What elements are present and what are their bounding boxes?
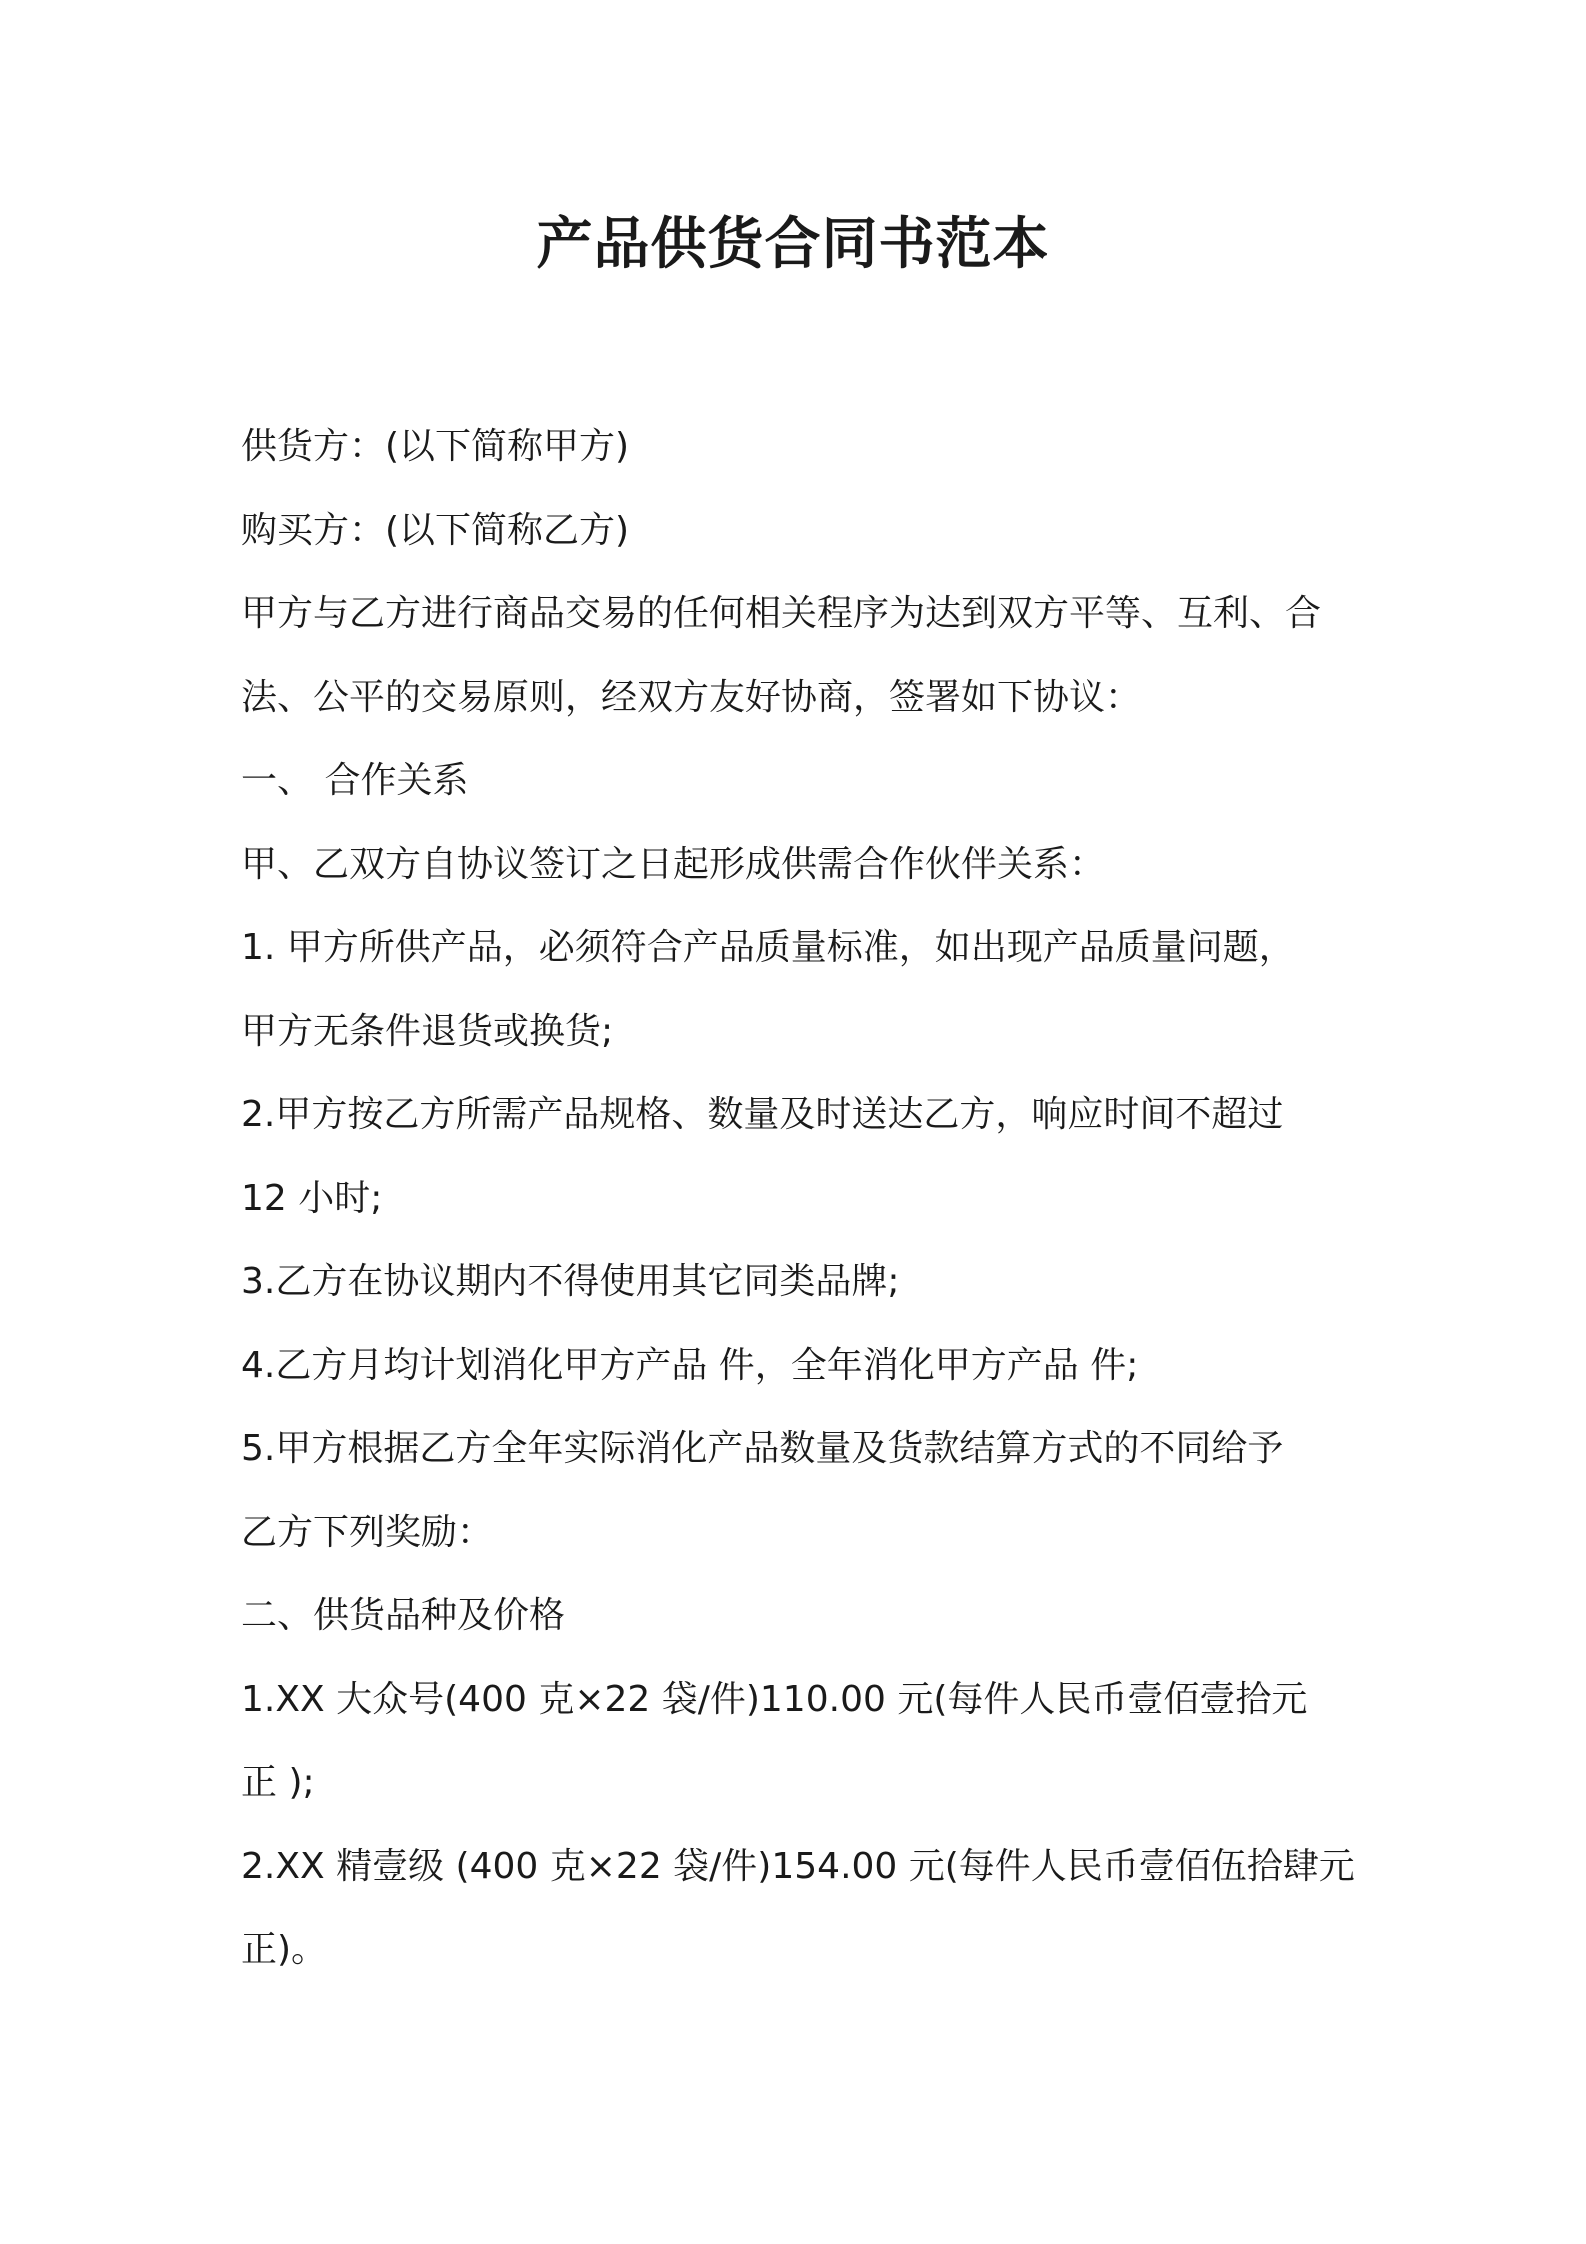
product-1-line-1: 1.XX 大众号(400 克×22 袋/件)110.00 元(每件人民币壹佰壹拾元 — [241, 1678, 1308, 1720]
clause-2-line-1: 2.甲方按乙方所需产品规格、数量及时送达乙方，响应时间不超过 — [241, 1094, 1284, 1135]
text-line-preamble-2: 法、公平的交易原则，经双方友好协商，签署如下协议： — [241, 676, 1142, 718]
section-heading-cooperation: 一、 合作关系 — [241, 760, 469, 801]
product-2-line-1: 2.XX 精壹级 (400 克×22 袋/件)154.00 元(每件人民币壹佰伍拾肆元 — [241, 1845, 1355, 1887]
clause-1-line-1: 1. 甲方所供产品，必须符合产品质量标准，如出现产品质量问题， — [241, 927, 1295, 968]
clause-5-line-1: 5.甲方根据乙方全年实际消化产品数量及货款结算方式的不同给予 — [241, 1428, 1284, 1469]
clause-4: 4.乙方月均计划消化甲方产品 件，全年消化甲方产品 件; — [241, 1344, 1139, 1386]
document-title: 产品供货合同书范本 — [536, 212, 1050, 277]
clause-1-line-2: 甲方无条件退货或换货; — [241, 1010, 614, 1052]
text-line-supplier: 供货方：(以下简称甲方) — [241, 426, 630, 467]
text-line-buyer: 购买方：(以下简称乙方) — [241, 509, 630, 551]
clause-3: 3.乙方在协议期内不得使用其它同类品牌; — [241, 1261, 900, 1302]
text-line-preamble-1: 甲方与乙方进行商品交易的任何相关程序为达到双方平等、互利、合 — [241, 593, 1322, 634]
clause-5-line-2: 乙方下列奖励： — [241, 1511, 494, 1553]
section-heading-products-prices: 二、供货品种及价格 — [241, 1595, 566, 1636]
product-1-line-2: 正 ); — [241, 1762, 315, 1803]
product-2-line-2: 正)。 — [241, 1929, 328, 1970]
document-body — [241, 405, 1361, 1992]
text-line-partnership: 甲、乙双方自协议签订之日起形成供需合作伙伴关系： — [241, 843, 1106, 885]
clause-2-line-2: 12 小时; — [241, 1177, 383, 1219]
